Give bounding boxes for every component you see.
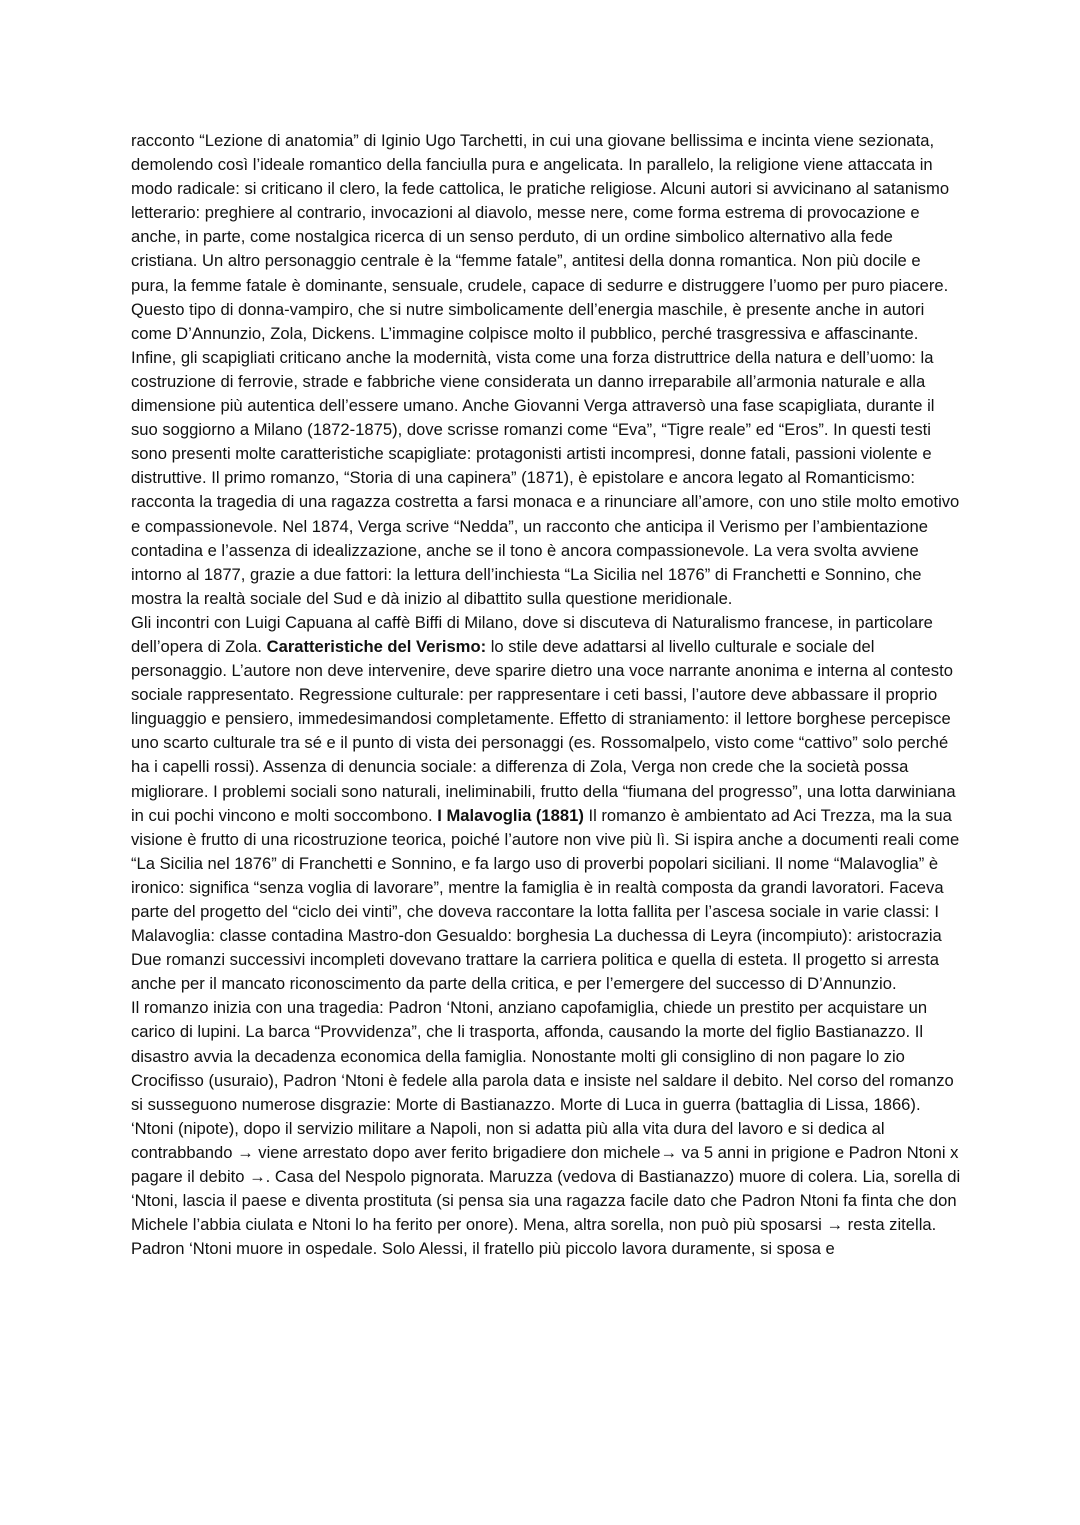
paragraph — [131, 129, 961, 611]
document-text — [131, 129, 961, 1261]
paragraph — [131, 611, 961, 997]
text-run: racconto “Lezione di anatomia” di Iginio Ugo Tarchetti, in cui una giovane bellissima e incinta viene sezionata, demolendo così l’ideale romantico della fanciulla pura e angelicata. In parallelo, la religione viene attaccata in modo radicale: si criticano il clero, la fede cattolica, le pratiche religiose. Alcuni autori si avvicinano al satanismo letterario: preghiere al contrario, invocazioni al diavolo, messe nere, come forma estrema di provocazione e anche, in parte, come nostalgica ricerca di un senso perduto, di un ordine simbolico alternativo alla fede cristiana. Un altro personaggio centrale è la “femme fatale”, antitesi della donna romantica. Non più docile e pura, la femme fatale è dominante, sensuale, crudele, capace di sedurre e distruggere l’uomo per puro piacere. Questo tipo di donna-vampiro, che si nutre simbolicamente dell’energia maschile, è presente anche in autori come D’Annunzio, Zola, Dickens. L’immagine colpisce molto il pubblico, perché trasgressiva e affascinante. Infine, gli scapigliati criticano anche la modernità, vista come una forza distruttrice della natura e dell’uomo: la costruzione di ferrovie, strade e fabbriche viene considerata un danno irreparabile all’armonia naturale e alla dimensione più autentica dell’essere umano. Anche Giovanni Verga attraversò una fase scapigliata, durante il suo soggiorno a Milano (1872-1875), dove scrisse romanzi come “Eva”, “Tigre reale” ed “Eros”. In questi testi sono presenti molte caratteristiche scapigliate: protagonisti artisti incompresi, donne fatali, passioni violente e distruttive. Il primo romanzo, “Storia di una capinera” (1871), è epistolare e ancora legato al Romanticismo: racconta la tragedia di una ragazza costretta a farsi monaca e a rinunciare all’amore, con uno stile molto emotivo e compassionevole. Nel 1874, Verga scrive “Nedda”, un racconto che anticipa il Verismo per l’ambientazione contadina e l’assenza di idealizzazione, anche se il tono è ancora compassionevole. La vera svolta avviene intorno al 1877, grazie a due fattori: la lettura dell’inchiesta “La Sicilia nel 1876” di Franchetti e Sonnino, che mostra la realtà sociale del Sud e dà inizio al dibattito sulla questione meridionale. — [131, 131, 960, 608]
text-run: Il romanzo è ambientato ad Aci Trezza, ma la sua visione è frutto di una ricostruzione teorica, poiché l’autore non vive più lì. Si ispira anche a documenti reali come “La Sicilia nel 1876” di Franchetti e Sonnino, e fa largo uso di proverbi popolari siciliani. Il nome “Malavoglia” è ironico: significa “senza voglia di lavorare”, mentre la famiglia è in realtà composta da grandi lavoratori. Faceva parte del progetto del “ciclo dei vinti”, che doveva raccontare la lotta fallita per l’ascesa sociale in varie classi: I Malavoglia: classe contadina Mastro-don Gesualdo: borghesia La duchessa di Leyra (incompiuto): aristocrazia Due romanzi successivi incompleti dovevano trattare la carriera politica e quella di esteta. Il progetto si arresta anche per il mancato riconoscimento da parte della critica, e per l’emergere del successo di D’Annunzio. — [131, 805, 960, 994]
paragraph — [131, 996, 961, 1261]
bold-heading: Caratteristiche del Verismo: — [266, 636, 487, 656]
text-run: Gli incontri con Luigi Capuana al caffè Biffi di Milano, dove si discuteva di Naturalismo francese, in particolare dell’opera di Zola. — [131, 612, 933, 656]
text-run: lo stile deve adattarsi al livello culturale e sociale del personaggio. L’autore non deve intervenire, deve sparire dietro una voce narrante anonima e interna al contesto sociale rappresentato. Regressione culturale: per rappresentare i ceti bassi, l’autore deve abbassare il proprio linguaggio e pensiero, immedesimandosi completamente. Effetto di straniamento: il lettore borghese percepisce uno scarto culturale tra sé e il punto di vista dei personaggi (es. Rossomalpelo, visto come “cattivo” solo perché ha i capelli rossi). Assenza di denuncia sociale: a differenza di Zola, Verga non crede che la società possa migliorare. I problemi sociali sono naturali, ineliminabili, frutto della “fiumana del progresso”, una lotta darwiniana in cui pochi vincono e molti soccombono. — [131, 636, 956, 825]
text-run: Il romanzo inizia con una tragedia: Padron ‘Ntoni, anziano capofamiglia, chiede un prestito per acquistare un carico di lupini. La barca “Provvidenza”, che li trasporta, affonda, causando la morte del figlio Bastianazzo. Il disastro avvia la decadenza economica della famiglia. Nonostante molti gli consiglino di non pagare lo zio Crocifisso (usuraio), Padron ‘Ntoni è fedele alla parola data e insiste nel saldare il debito. Nel corso del romanzo si susseguono numerose disgrazie: Morte di Bastianazzo. Morte di Luca in guerra (battaglia di Lissa, 1866). ‘Ntoni (nipote), dopo il servizio militare a Napoli, non si adatta più alla vita dura del lavoro e si dedica al contrabbando → viene arrestato dopo aver ferito brigadiere don michele→ va 5 anni in prigione e Padron Ntoni x pagare il debito →. Casa del Nespolo pignorata. Maruzza (vedova di Bastianazzo) muore di colera. Lia, sorella di ‘Ntoni, lascia il paese e diventa prostituta (si pensa sia una ragazza facile dato che Padron Ntoni fa finta che don Michele l’abbia ciulata e Ntoni lo ha ferito per onore). Mena, altra sorella, non può più sposarsi → resta zitella. Padron ‘Ntoni muore in ospedale. Solo Alessi, il fratello più piccolo lavora duramente, si sposa e — [131, 998, 961, 1259]
bold-heading: I Malavoglia (1881) — [437, 805, 584, 825]
